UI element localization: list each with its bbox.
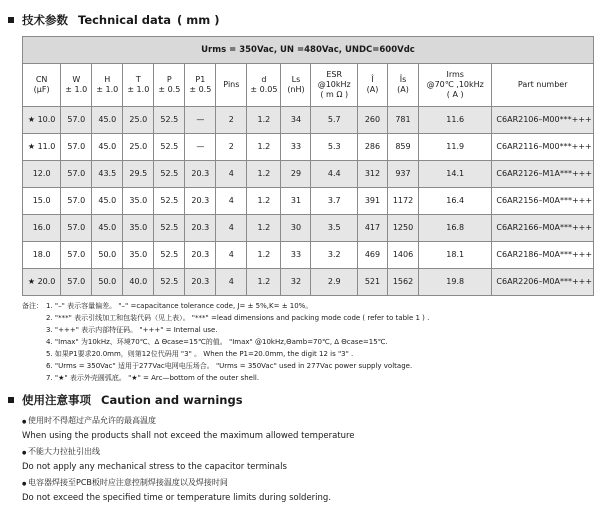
bullet-icon: ● xyxy=(22,481,27,487)
header-line: P xyxy=(166,75,172,84)
table-cell: 18.1 xyxy=(419,242,492,269)
table-cell: 1.2 xyxy=(247,134,281,161)
header-cell xyxy=(92,64,123,107)
table-cell: 30 xyxy=(281,215,311,242)
header-cell xyxy=(216,64,247,107)
header-line: Îs xyxy=(399,75,407,84)
table-cell: 469 xyxy=(358,242,388,269)
header-line: ESR xyxy=(326,70,343,79)
table-cell: 937 xyxy=(387,161,418,188)
note-lead: 备注： xyxy=(22,302,43,310)
caution-item xyxy=(22,414,592,443)
table-cell: 1406 xyxy=(387,242,418,269)
header-cell xyxy=(23,64,61,107)
table-cell: 32 xyxy=(281,269,311,296)
table-cell: 1.2 xyxy=(247,242,281,269)
section-square-icon xyxy=(8,17,14,23)
table-cell: 34 xyxy=(281,107,311,134)
table-cell: 45.0 xyxy=(92,215,123,242)
header-line: CN xyxy=(35,75,48,84)
table-cell: 16.8 xyxy=(419,215,492,242)
table-cell: 1562 xyxy=(387,269,418,296)
note-text: 4. "Imax" 为10kHz、环境70℃、Δ Θcase=15℃的值。 "Imax" @10kHz,Θamb=70℃, Δ Θcase=15℃. xyxy=(46,338,388,346)
table-cell: 260 xyxy=(358,107,388,134)
header-cell xyxy=(419,64,492,107)
header-cell xyxy=(281,64,311,107)
table-cell: 2 xyxy=(216,134,247,161)
header-line: ( A ) xyxy=(446,90,464,99)
bullet-icon: ● xyxy=(22,450,27,456)
table-cell: 57.0 xyxy=(61,269,92,296)
table-cell: ★ 20.0 xyxy=(23,269,61,296)
table-cell: 50.0 xyxy=(92,269,123,296)
table-cell: 5.3 xyxy=(311,134,358,161)
table-cell: 3.7 xyxy=(311,188,358,215)
table-cell: 12.0 xyxy=(23,161,61,188)
table-cell: 4 xyxy=(216,242,247,269)
header-line: ± 1.0 xyxy=(65,85,88,94)
header-line: @10kHz xyxy=(317,80,351,89)
table-cell: 35.0 xyxy=(123,215,154,242)
header-line: Part number xyxy=(517,80,568,89)
table-cell: 20.3 xyxy=(185,188,216,215)
table-cell: 52.5 xyxy=(154,188,185,215)
table-cell: 35.0 xyxy=(123,242,154,269)
title-en: Technical data xyxy=(78,13,172,27)
header-line: ± 0.5 xyxy=(158,85,181,94)
caution-item xyxy=(22,445,592,474)
table-cell: 1172 xyxy=(387,188,418,215)
technical-data-title xyxy=(8,12,220,28)
note-line xyxy=(22,324,602,336)
table-cell: 312 xyxy=(358,161,388,188)
table-cell: 20.3 xyxy=(185,242,216,269)
note-text: 6. "Urms = 350Vac" 适用于277Vac电网电压场合。 "Urms = 350Vac" used in 277Vac power supply voltage. xyxy=(46,362,413,370)
table-cell: 52.5 xyxy=(154,269,185,296)
table-cell: 57.0 xyxy=(61,188,92,215)
table-cell: 11.9 xyxy=(419,134,492,161)
caution-title-cn: 使用注意事项 xyxy=(22,393,91,407)
table-cell: 1.2 xyxy=(247,269,281,296)
caution-item xyxy=(22,476,592,505)
caution-cn xyxy=(22,476,592,491)
table-row xyxy=(23,242,594,269)
caution-en: When using the products shall not exceed the maximum allowed temperature xyxy=(22,431,355,441)
table-row xyxy=(23,269,594,296)
section-square-icon xyxy=(8,397,14,403)
table-cell: ★ 10.0 xyxy=(23,107,61,134)
table-row xyxy=(23,215,594,242)
note-line xyxy=(22,300,602,312)
caution-cn xyxy=(22,414,592,429)
table-cell: 4 xyxy=(216,188,247,215)
table-cell: 4 xyxy=(216,269,247,296)
table-cell: 5.7 xyxy=(311,107,358,134)
header-cell xyxy=(154,64,185,107)
note-text: 7. "★" 表示外壳圆弧底。 "★" = Arc—bottom of the outer shell. xyxy=(46,374,260,382)
table-cell: 52.5 xyxy=(154,242,185,269)
header-line: ± 0.05 xyxy=(250,85,278,94)
table-cell: 3.2 xyxy=(311,242,358,269)
table-cell: 391 xyxy=(358,188,388,215)
table-cell: 45.0 xyxy=(92,188,123,215)
part-number-cell: C6AR2186–M0A***+++ xyxy=(492,242,594,269)
conditions-cell: Urms = 350Vac, UN =480Vac, UNDC=600Vdc xyxy=(23,37,594,64)
note-line xyxy=(22,312,602,324)
table-cell: 57.0 xyxy=(61,161,92,188)
table-cell: — xyxy=(185,107,216,134)
header-line: Î xyxy=(371,75,374,84)
table-cell: 521 xyxy=(358,269,388,296)
table-cell: 16.4 xyxy=(419,188,492,215)
table-cell: 29 xyxy=(281,161,311,188)
table-cell: 1.2 xyxy=(247,107,281,134)
table-cell: 1.2 xyxy=(247,215,281,242)
table-cell: 33 xyxy=(281,242,311,269)
table-cell: 19.8 xyxy=(419,269,492,296)
bullet-icon: ● xyxy=(22,419,27,425)
header-cell xyxy=(387,64,418,107)
title-unit: ( mm ) xyxy=(177,13,220,27)
table-cell: 417 xyxy=(358,215,388,242)
header-line: @70℃ ,10kHz xyxy=(426,80,484,89)
table-cell: 2.9 xyxy=(311,269,358,296)
title-cn: 技术参数 xyxy=(22,13,68,27)
table-cell: 35.0 xyxy=(123,188,154,215)
header-line: Irms xyxy=(446,70,464,79)
header-line: ± 0.5 xyxy=(189,85,212,94)
table-cell: 29.5 xyxy=(123,161,154,188)
caution-title xyxy=(8,392,243,408)
table-cell: 20.3 xyxy=(185,161,216,188)
header-line: ± 1.0 xyxy=(127,85,150,94)
note-text: 5. 如果P1要求20.0mm，则第12位代码用 "3" 。 When the P1=20.0mm, the digit 12 is "3" . xyxy=(46,350,354,358)
header-cell xyxy=(492,64,594,107)
table-cell: 15.0 xyxy=(23,188,61,215)
caution-en: Do not apply any mechanical stress to the capacitor terminals xyxy=(22,462,287,472)
header-line: H xyxy=(104,75,111,84)
note-text: 3. "+++" 表示内部特征码。 "+++" = Internal use. xyxy=(46,326,218,334)
header-line: W xyxy=(72,75,81,84)
table-cell: 52.5 xyxy=(154,161,185,188)
header-line: d xyxy=(261,75,267,84)
table-cell: 20.3 xyxy=(185,215,216,242)
table-cell: 1250 xyxy=(387,215,418,242)
table-cell: 4 xyxy=(216,215,247,242)
table-cell: 25.0 xyxy=(123,107,154,134)
header-line: Pins xyxy=(223,80,240,89)
table-cell: 52.5 xyxy=(154,215,185,242)
part-number-cell: C6AR2166–M0A***+++ xyxy=(492,215,594,242)
table-cell: 52.5 xyxy=(154,134,185,161)
table-row xyxy=(23,134,594,161)
table-cell: 16.0 xyxy=(23,215,61,242)
part-number-cell: C6AR2126–M1A***+++ xyxy=(492,161,594,188)
caution-cn-text: 不能大力拉扯引出线 xyxy=(28,447,100,456)
header-line: (nH) xyxy=(287,85,305,94)
table-cell: — xyxy=(185,134,216,161)
header-line: ± 1.0 xyxy=(96,85,119,94)
part-number-cell: C6AR2156–M0A***+++ xyxy=(492,188,594,215)
table-cell: 31 xyxy=(281,188,311,215)
table-cell: 45.0 xyxy=(92,134,123,161)
header-cell xyxy=(358,64,388,107)
note-line xyxy=(22,336,602,348)
table-cell: 45.0 xyxy=(92,107,123,134)
table-cell: 57.0 xyxy=(61,134,92,161)
table-row xyxy=(23,161,594,188)
header-row xyxy=(23,64,594,107)
table-cell: 40.0 xyxy=(123,269,154,296)
table-cell: 43.5 xyxy=(92,161,123,188)
caution-cn-text: 电容器焊接至PCB板时应注意控制焊接温度以及焊接时间 xyxy=(28,478,228,487)
header-line: Ls xyxy=(291,75,301,84)
caution-list xyxy=(22,414,592,507)
notes-block xyxy=(22,300,602,384)
header-line: (μF) xyxy=(33,85,50,94)
note-line xyxy=(22,372,602,384)
table-cell: 781 xyxy=(387,107,418,134)
table-cell: ★ 11.0 xyxy=(23,134,61,161)
table-row xyxy=(23,188,594,215)
header-line: ( m Ω ) xyxy=(320,90,349,99)
header-line: T xyxy=(135,75,141,84)
table-cell: 4.4 xyxy=(311,161,358,188)
caution-cn xyxy=(22,445,592,460)
header-line: (A) xyxy=(366,85,379,94)
note-text: 2. "***" 表示引线加工和包装代码（见上表）。 "***" =lead dimensions and packing mode code ( refer to table 1 ) . xyxy=(46,314,430,322)
table-cell: 33 xyxy=(281,134,311,161)
table-cell: 18.0 xyxy=(23,242,61,269)
table-cell: 4 xyxy=(216,161,247,188)
header-line: (A) xyxy=(397,85,409,94)
header-line: P1 xyxy=(195,75,206,84)
header-cell xyxy=(247,64,281,107)
header-cell xyxy=(123,64,154,107)
table-cell: 20.3 xyxy=(185,269,216,296)
table-cell: 25.0 xyxy=(123,134,154,161)
table-cell: 1.2 xyxy=(247,188,281,215)
table-row xyxy=(23,107,594,134)
table-cell: 52.5 xyxy=(154,107,185,134)
note-line xyxy=(22,360,602,372)
caution-cn-text: 使用时不得超过产品允许的最高温度 xyxy=(28,416,156,425)
table-cell: 3.5 xyxy=(311,215,358,242)
part-number-cell: C6AR2206–M0A***+++ xyxy=(492,269,594,296)
table-cell: 14.1 xyxy=(419,161,492,188)
caution-title-en: Caution and warnings xyxy=(101,393,243,407)
table-cell: 1.2 xyxy=(247,161,281,188)
table-cell: 57.0 xyxy=(61,215,92,242)
table-cell: 50.0 xyxy=(92,242,123,269)
table-cell: 57.0 xyxy=(61,107,92,134)
table-cell: 11.6 xyxy=(419,107,492,134)
table-cell: 286 xyxy=(358,134,388,161)
table-cell: 859 xyxy=(387,134,418,161)
note-text: 1. "–" 表示容量偏差。 "–" =capacitance tolerance code, J= ± 5%,K= ± 10%。 xyxy=(46,302,313,310)
caution-en: Do not exceed the specified time or temperature limits during soldering. xyxy=(22,493,332,503)
table-cell: 57.0 xyxy=(61,242,92,269)
header-cell xyxy=(185,64,216,107)
header-cell xyxy=(61,64,92,107)
part-number-cell: C6AR2106–M00***+++ xyxy=(492,107,594,134)
table-cell: 2 xyxy=(216,107,247,134)
header-cell xyxy=(311,64,358,107)
technical-data-table xyxy=(22,36,594,296)
part-number-cell: C6AR2116–M00***+++ xyxy=(492,134,594,161)
note-line xyxy=(22,348,602,360)
